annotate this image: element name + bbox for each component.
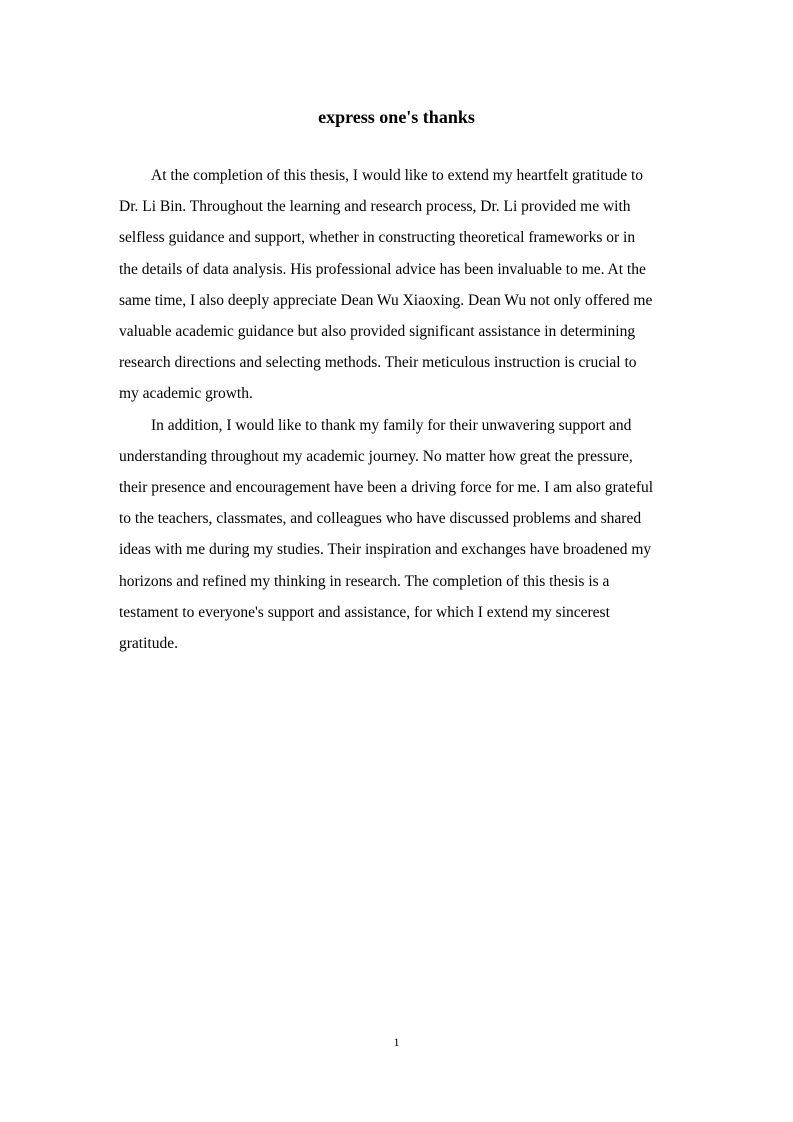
paragraph-2 xyxy=(119,410,675,660)
text-line: understanding throughout my academic journey. No matter how great the pressure, xyxy=(119,447,633,465)
text-line: their presence and encouragement have been a driving force for me. I am also grateful xyxy=(119,479,654,497)
text-line: horizons and refined my thinking in research. The completion of this thesis is a xyxy=(119,572,610,590)
text-line: valuable academic guidance but also provided significant assistance in determining xyxy=(119,323,636,341)
text-line: At the completion of this thesis, I would like to extend my heartfelt gratitude to xyxy=(151,167,644,184)
text-line: Dr. Li Bin. Throughout the learning and research process, Dr. Li provided me with xyxy=(119,198,631,216)
text-line: my academic growth. xyxy=(119,385,253,403)
body-text xyxy=(119,160,675,659)
text-line: selfless guidance and support, whether in constructing theoretical frameworks or in xyxy=(119,229,636,247)
text-line: gratitude. xyxy=(119,635,178,653)
text-line: same time, I also deeply appreciate Dean Wu Xiaoxing. Dean Wu not only offered me xyxy=(119,291,653,309)
page-title: express one's thanks xyxy=(318,107,475,127)
text-line: to the teachers, classmates, and colleagues who have discussed problems and shared xyxy=(119,510,642,528)
page-number: 1 xyxy=(393,1035,400,1049)
text-line: the details of data analysis. His professional advice has been invaluable to me. At the xyxy=(119,260,646,278)
text-line: testament to everyone's support and assistance, for which I extend my sincerest xyxy=(119,603,610,621)
paragraph-1 xyxy=(119,160,675,410)
text-line: research directions and selecting methods. Their meticulous instruction is crucial to xyxy=(119,354,637,372)
text-line: In addition, I would like to thank my family for their unwavering support and xyxy=(151,416,632,434)
text-line: ideas with me during my studies. Their inspiration and exchanges have broadened my xyxy=(119,541,652,559)
